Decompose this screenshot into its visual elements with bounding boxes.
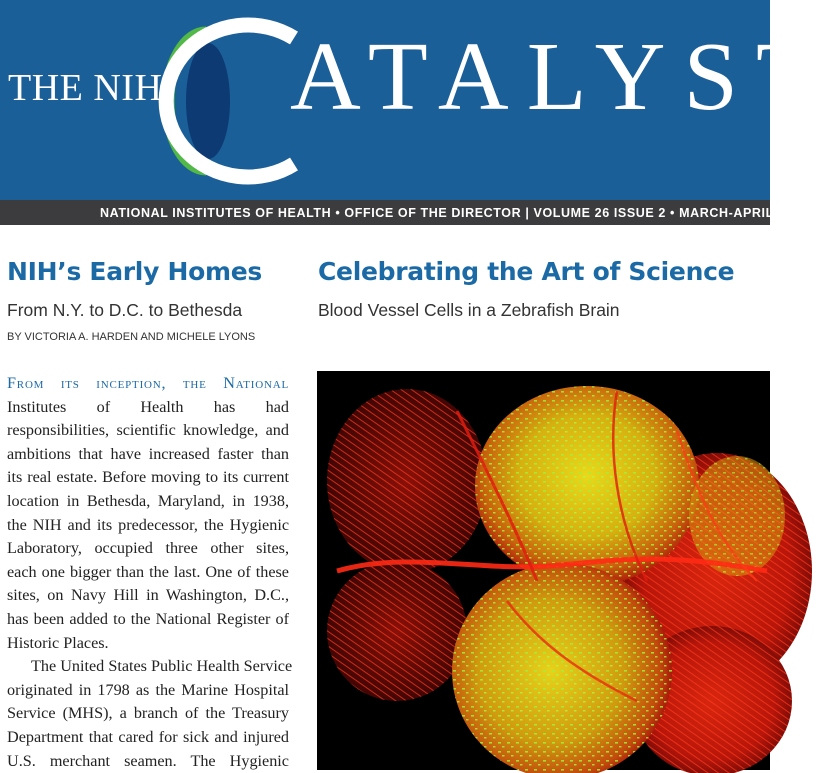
body-line: sites, on Navy Hill in Washington, D.C.,	[7, 584, 289, 608]
masthead	[0, 0, 770, 200]
left-article-subtitle: From N.Y. to D.C. to Bethesda	[7, 300, 242, 321]
body-line: its real estate. Before moving to its current	[7, 466, 289, 490]
masthead-title: ATALYST	[290, 28, 834, 126]
right-article-title[interactable]: Celebrating the Art of Science	[318, 257, 734, 286]
left-article-title[interactable]: NIH’s Early Homes	[7, 257, 262, 286]
body-line: Laboratory, occupied three other sites,	[7, 537, 289, 561]
body-line: has been added to the National Register of	[7, 608, 289, 632]
body-lead-in: From its inception, the National	[7, 374, 289, 392]
zebrafish-brain-image	[317, 371, 770, 770]
issue-strip-text: NATIONAL INSTITUTES OF HEALTH • OFFICE OF THE DIRECTOR | VOLUME 26 ISSUE 2 • MARCH-APRIL	[100, 206, 774, 220]
masthead-prefix: THE NIH	[8, 66, 162, 110]
right-article-subtitle: Blood Vessel Cells in a Zebrafish Brain	[318, 300, 620, 321]
body-line: Department that cared for sick and injured	[7, 726, 289, 750]
body-line: originated in 1798 as the Marine Hospital	[7, 679, 289, 703]
body-line: Institutes of Health has had	[7, 396, 289, 420]
body-line: ambitions that have increased faster than	[7, 443, 289, 467]
body-line: Service (MHS), a branch of the Treasury	[7, 702, 289, 726]
issue-strip	[0, 200, 770, 225]
left-article-byline: BY VICTORIA A. HARDEN AND MICHELE LYONS	[7, 331, 255, 343]
zebrafish-brain-illustration	[317, 371, 770, 770]
body-line: responsibilities, scientific knowledge, and	[7, 419, 289, 443]
body-line: U.S. merchant seamen. The Hygienic	[7, 750, 289, 773]
body-lead-line	[7, 372, 289, 396]
body-line: each one bigger than the last. One of these	[7, 561, 289, 585]
body-line: the NIH and its predecessor, the Hygienic	[7, 514, 289, 538]
body-line: The United States Public Health Service	[7, 655, 289, 679]
left-article-body	[7, 372, 289, 773]
body-line: location in Bethesda, Maryland, in 1938,	[7, 490, 289, 514]
body-line: Historic Places.	[7, 632, 289, 656]
